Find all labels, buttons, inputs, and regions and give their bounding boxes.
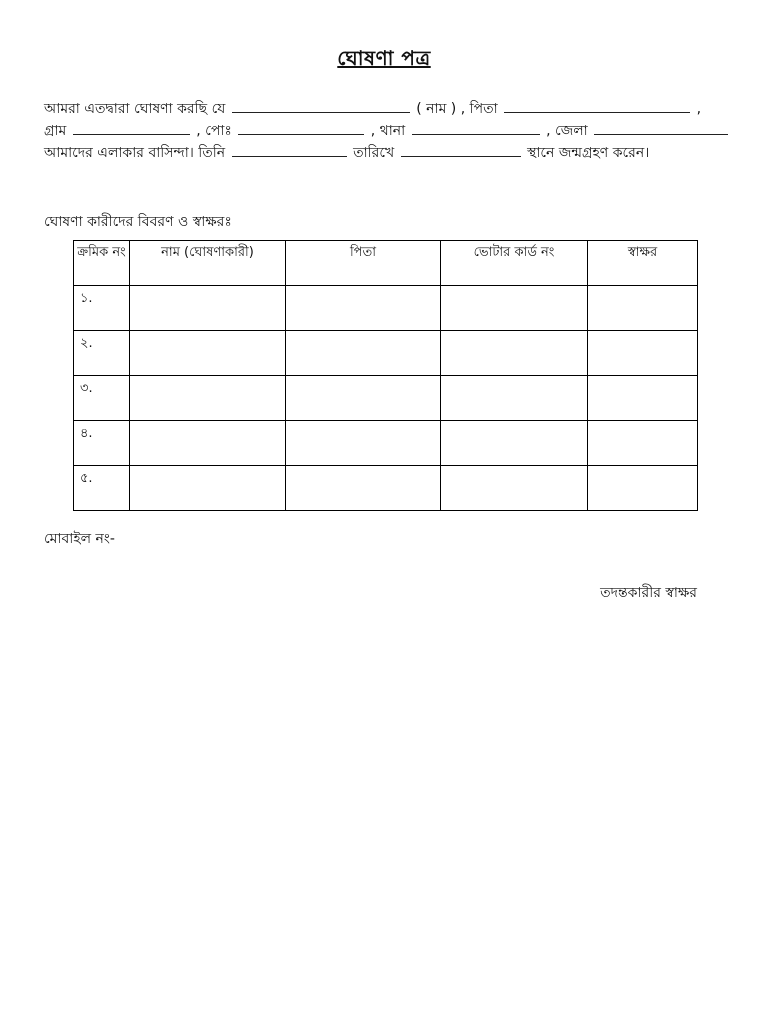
date-blank[interactable] bbox=[232, 142, 347, 157]
serial-cell: ৪. bbox=[74, 421, 130, 466]
table-header-row bbox=[74, 241, 698, 286]
declaration-text: আমাদের এলাকার বাসিন্দা। তিনি bbox=[44, 145, 226, 161]
name-cell[interactable] bbox=[130, 376, 286, 421]
name-cell[interactable] bbox=[130, 466, 286, 511]
signature-cell[interactable] bbox=[588, 331, 698, 376]
father-blank[interactable] bbox=[504, 98, 690, 113]
father-cell[interactable] bbox=[286, 421, 441, 466]
table-row bbox=[74, 331, 698, 376]
investigator-signature-label: তদন্তকারীর স্বাক্ষর bbox=[600, 585, 697, 601]
voter-card-cell[interactable] bbox=[441, 286, 588, 331]
signature-cell[interactable] bbox=[588, 376, 698, 421]
declaration-text: গ্রাম bbox=[44, 123, 67, 139]
declarants-table bbox=[73, 240, 698, 511]
father-cell[interactable] bbox=[286, 376, 441, 421]
declaration-text: , bbox=[696, 101, 702, 117]
declaration-text: ( নাম ) , পিতা bbox=[416, 101, 498, 117]
serial-cell: ২. bbox=[74, 331, 130, 376]
declaration-text: তারিখে bbox=[353, 145, 395, 161]
name-cell[interactable] bbox=[130, 286, 286, 331]
voter-card-cell[interactable] bbox=[441, 331, 588, 376]
declaration-text: , জেলা bbox=[546, 123, 588, 139]
name-blank[interactable] bbox=[232, 98, 410, 113]
voter-card-cell[interactable] bbox=[441, 376, 588, 421]
section-heading: ঘোষণা কারীদের বিবরণ ও স্বাক্ষরঃ bbox=[44, 214, 232, 230]
signature-cell[interactable] bbox=[588, 466, 698, 511]
declaration-text: , থানা bbox=[370, 123, 406, 139]
serial-cell: ৩. bbox=[74, 376, 130, 421]
mobile-number-label: মোবাইল নং- bbox=[44, 531, 115, 547]
voter-card-cell[interactable] bbox=[441, 421, 588, 466]
signature-cell[interactable] bbox=[588, 421, 698, 466]
father-cell[interactable] bbox=[286, 331, 441, 376]
table-row bbox=[74, 286, 698, 331]
serial-cell: ১. bbox=[74, 286, 130, 331]
page-title: ঘোষণা পত্র bbox=[337, 46, 431, 70]
declaration-line-2 bbox=[44, 120, 730, 141]
declaration-line-1 bbox=[44, 98, 701, 119]
birth-place-blank[interactable] bbox=[401, 142, 521, 157]
serial-cell: ৫. bbox=[74, 466, 130, 511]
table-row bbox=[74, 421, 698, 466]
table-row bbox=[74, 376, 698, 421]
signature-cell[interactable] bbox=[588, 286, 698, 331]
header-signature: স্বাক্ষর bbox=[588, 241, 698, 286]
police-station-blank[interactable] bbox=[412, 120, 540, 135]
father-cell[interactable] bbox=[286, 286, 441, 331]
header-voter-card: ভোটার কার্ড নং bbox=[441, 241, 588, 286]
header-father: পিতা bbox=[286, 241, 441, 286]
header-serial: ক্রমিক নং bbox=[74, 241, 130, 286]
name-cell[interactable] bbox=[130, 421, 286, 466]
declaration-text: , পোঃ bbox=[196, 123, 232, 139]
table-row bbox=[74, 466, 698, 511]
father-cell[interactable] bbox=[286, 466, 441, 511]
village-blank[interactable] bbox=[73, 120, 190, 135]
declaration-text: স্থানে জন্মগ্রহণ করেন। bbox=[527, 145, 650, 161]
name-cell[interactable] bbox=[130, 331, 286, 376]
header-name: নাম (ঘোষণাকারী) bbox=[130, 241, 286, 286]
declaration-text: আমরা এতদ্বারা ঘোষণা করছি যে bbox=[44, 101, 226, 117]
district-blank[interactable] bbox=[594, 120, 728, 135]
declaration-line-3 bbox=[44, 142, 649, 163]
voter-card-cell[interactable] bbox=[441, 466, 588, 511]
post-office-blank[interactable] bbox=[238, 120, 364, 135]
